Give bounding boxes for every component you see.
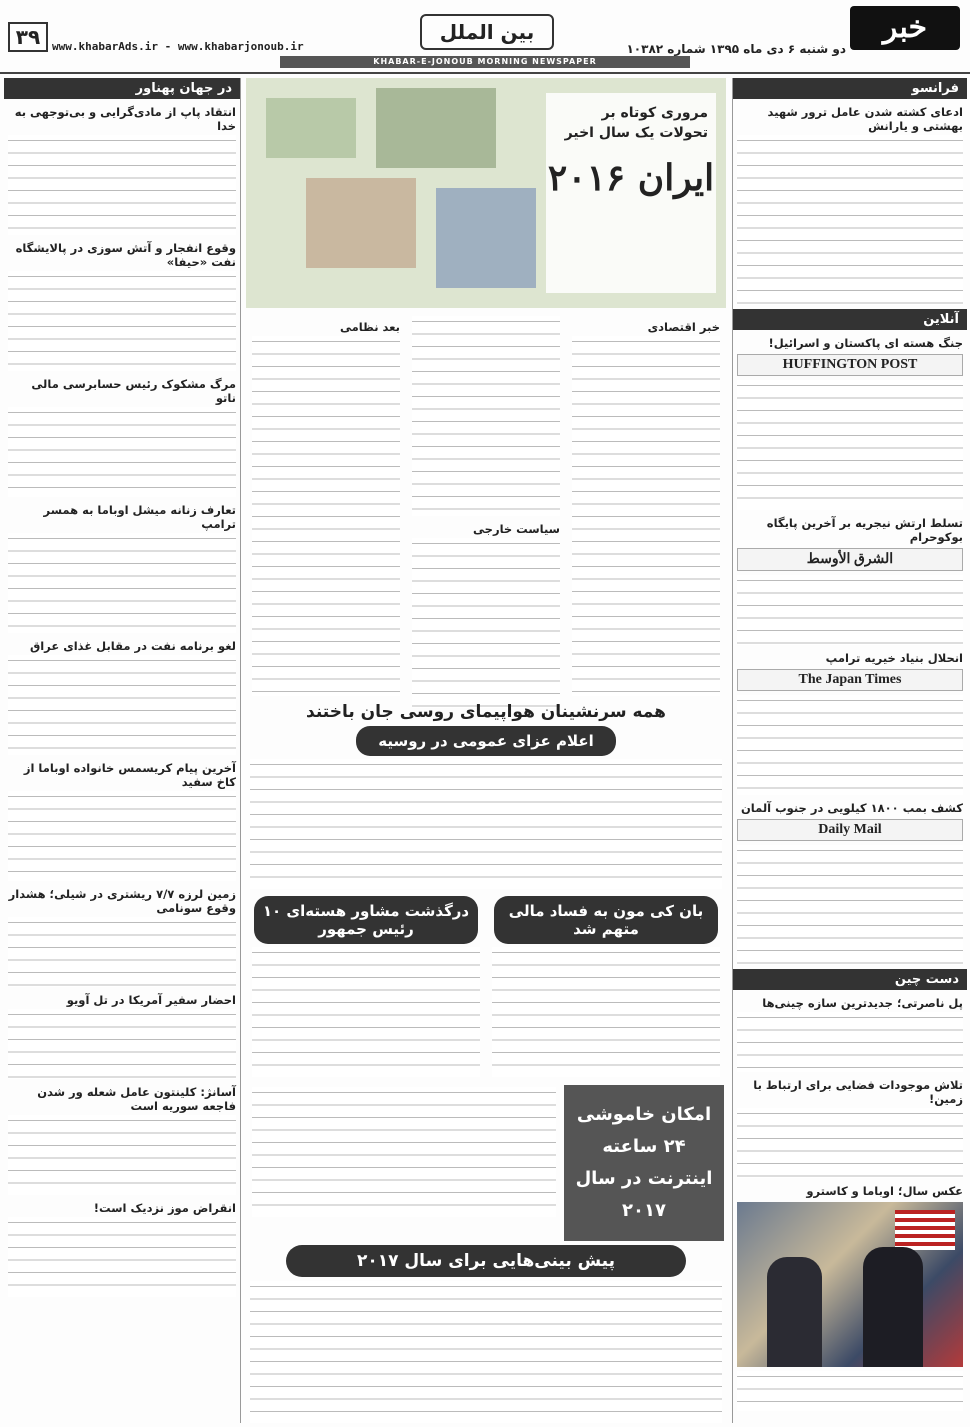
dateline: دو شنبه ۶ دی ماه ۱۳۹۵ شماره ۱۰۳۸۲: [626, 42, 846, 56]
headline-bar: درگذشت مشاور هسته‌ای ۱۰ رئیس جمهور: [254, 896, 478, 944]
article-headline: انقراض موز نزدیک است!: [93, 1201, 236, 1215]
article-body: [250, 759, 722, 889]
map-title-big: ایران ۲۰۱۶: [547, 157, 715, 199]
map-title-box: [546, 93, 716, 293]
article-headline: انتقاد پاپ از مادی‌گرایی و بی‌توجهی به خدا: [14, 105, 236, 133]
subhead: سیاست خارجی: [473, 522, 560, 536]
article-body: [412, 316, 560, 516]
article-headline: زمین لرزه ۷/۷ ریشتری در شیلی؛ هشدار وقوع سونامی: [8, 887, 236, 915]
article-body: [8, 271, 236, 371]
article-body: [8, 407, 236, 497]
article-headline: پل ناصرتی؛ جدیدترین سازه چینی‌ها: [762, 996, 963, 1010]
map-region: [266, 98, 356, 158]
newspaper-logo: خبر: [850, 6, 960, 50]
article-body: [8, 533, 236, 633]
article-headline: احضار سفیر آمریکا در تل آویو: [66, 993, 236, 1007]
masthead: [0, 0, 970, 74]
person-figure: [863, 1247, 923, 1367]
internet-blackout-box: امکان خاموشی ۲۴ ساعته اینترنت در سال ۲۰۱۷: [564, 1085, 724, 1241]
article-body: [252, 947, 480, 1077]
russia-article: [246, 698, 726, 1423]
article-headline: جنگ هسته ای پاکستان و اسرائیل!: [768, 336, 963, 350]
sub-headline: اعلام عزای عمومی در روسیه: [356, 726, 616, 756]
article-body: [737, 1108, 963, 1178]
center-column: [246, 78, 726, 1423]
article-body: [737, 1371, 963, 1411]
kicker-handpicked: دست چین: [733, 969, 967, 990]
article-body: [250, 1281, 722, 1423]
article-headline: لغو برنامه نفت در مقابل غذای عراق: [29, 639, 236, 653]
article-body: [737, 575, 963, 645]
kicker-world: در جهان پهناور: [4, 78, 240, 99]
article-body: [8, 1217, 236, 1297]
article-headline: مرگ مشکوک رئیس حسابرسی مالی ناتو: [31, 377, 236, 405]
article-headline: تعارف زنانه میشل اوباما به همسر ترامپ: [43, 503, 236, 531]
article-headline: وقوع انفجار و آتش سوزی در پالایشگاه نفت «حیفا»: [15, 241, 236, 269]
subhead: بعد نظامی: [339, 320, 400, 334]
page-number: ۳۹: [8, 22, 48, 52]
news-photo: [737, 1202, 963, 1367]
article-body: [8, 655, 236, 755]
source-logo: The Japan Times: [737, 669, 963, 691]
source-logo: الشرق الأوسط: [737, 548, 963, 571]
article-headline: آخرین پیام کریسمس خانواده اوباما از کاخ سفید: [23, 761, 236, 789]
section-title: بین الملل: [420, 14, 554, 50]
website-urls[interactable]: www.khabarAds.ir - www.khabarjonoub.ir: [52, 40, 304, 53]
map-region: [376, 88, 496, 168]
article-body: [8, 1115, 236, 1195]
article-body: [412, 538, 560, 708]
predictions-headline: پیش بینی‌هایی برای سال ۲۰۱۷: [286, 1245, 686, 1277]
kicker-online: آنلاین: [733, 309, 967, 330]
map-graphic: [246, 78, 726, 308]
article-body: [737, 845, 963, 965]
article-body: [8, 917, 236, 987]
article-headline: آسانژ: کلینتون عامل شعله ور شدن فاجعه سوریه است: [37, 1085, 236, 1113]
article-headline: تلاش موجودات فضایی برای ارتباط با زمین!: [753, 1078, 963, 1106]
article-body: [737, 380, 963, 510]
map-title-line: مروری کوتاه بر تحولات یک سال اخیر: [564, 105, 708, 141]
masthead-banner: KHABAR-E-JONOUB MORNING NEWSPAPER: [280, 56, 690, 68]
right-column: [732, 78, 967, 1423]
source-logo: Daily Mail: [737, 819, 963, 841]
article-body: [737, 695, 963, 795]
photo-caption: عکس سال؛ اوباما و کاسترو: [806, 1184, 963, 1198]
main-headline: همه سرنشینان هواپیمای روسی جان باختند: [306, 702, 666, 722]
article-body: [737, 135, 963, 305]
iran-article: [246, 314, 726, 712]
article-headline: تسلط ارتش نیجریه بر آخرین پایگاه بوکوحرام: [766, 516, 963, 544]
person-figure: [767, 1257, 822, 1367]
article-headline: انحلال بنیاد خیریه ترامپ: [825, 651, 963, 665]
article-body: [8, 791, 236, 881]
headline-bar: بان کی مون به فساد مالی متهم شد: [494, 896, 718, 944]
source-logo: HUFFINGTON POST: [737, 354, 963, 376]
kicker-france: فرانسو: [733, 78, 967, 99]
article-body: [252, 1087, 556, 1217]
flag-graphic: [895, 1210, 955, 1250]
map-region: [306, 178, 416, 268]
article-body: [8, 135, 236, 235]
article-headline: کشف بمب ۱۸۰۰ کیلویی در جنوب آلمان: [740, 801, 963, 815]
article-body: [737, 1012, 963, 1072]
article-body: [492, 947, 720, 1077]
article-headline: ادعای کشته شدن عامل ترور شهید بهشتی و یارانش: [767, 105, 963, 133]
subhead: خبر اقتصادی: [647, 320, 720, 334]
article-body: [572, 336, 720, 696]
left-column: [4, 78, 241, 1423]
map-region: [436, 188, 536, 288]
article-body: [8, 1009, 236, 1079]
article-body: [252, 336, 400, 696]
